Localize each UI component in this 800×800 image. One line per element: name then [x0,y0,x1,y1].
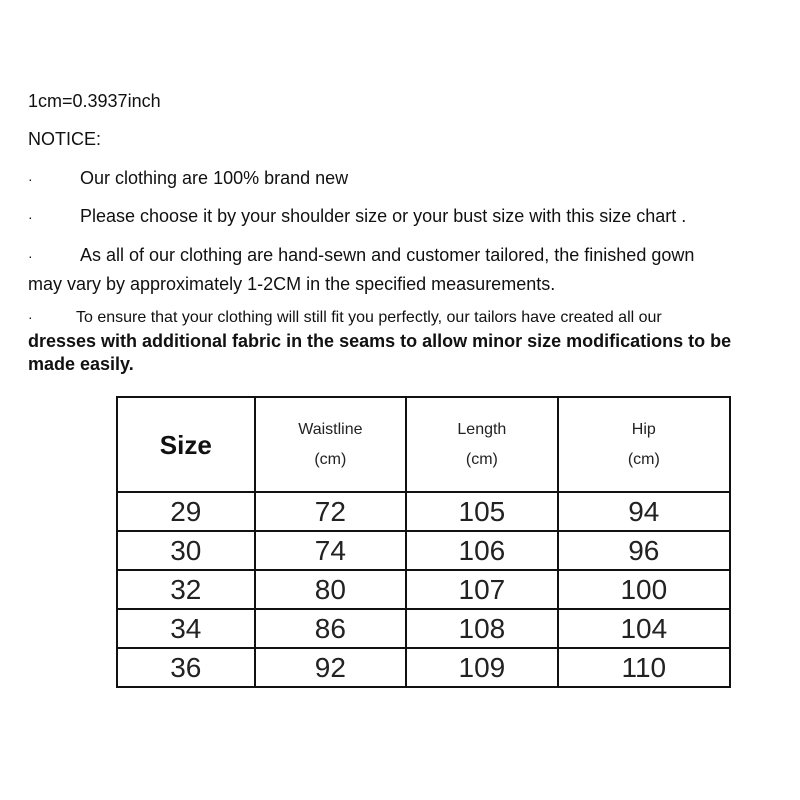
table-header-row [117,397,730,492]
notice-item-4-cont2: made easily. [28,354,134,374]
table-row [117,648,730,687]
cell-length: 109 [406,648,557,687]
cell-size: 30 [117,531,255,570]
bullet: · [28,309,33,325]
cell-length: 108 [406,609,557,648]
cell-waistline: 74 [255,531,407,570]
cell-hip: 94 [558,492,730,531]
cell-size: 36 [117,648,255,687]
cell-waistline: 72 [255,492,407,531]
notice-text: To ensure that your clothing will still fit you perfectly, our tailors have created all our [76,309,662,326]
table-row [117,531,730,570]
cell-size: 29 [117,492,255,531]
size-chart-table [116,396,731,688]
cell-length: 107 [406,570,557,609]
table-row [117,609,730,648]
cell-waistline: 80 [255,570,407,609]
cell-hip: 104 [558,609,730,648]
notice-text: Our clothing are 100% brand new [80,168,349,188]
notice-item-4-cont: dresses with additional fabric in the seams to allow minor size modifications to be [28,331,732,351]
notice-text: Please choose it by your shoulder size or your bust size with this size chart . [80,206,687,226]
table-row [117,570,730,609]
cell-waistline: 92 [255,648,407,687]
cell-length: 106 [406,531,557,570]
bullet: · [28,209,33,225]
notice-item-3-cont: may vary by approximately 1-2CM in the specified measurements. [28,274,556,294]
cell-hip: 100 [558,570,730,609]
bullet: · [28,248,33,264]
cell-hip: 96 [558,531,730,570]
notice-item-2 [28,205,686,228]
table-row [117,492,730,531]
header-length: Length (cm) [406,397,557,492]
notice-title: NOTICE: [28,129,102,149]
cell-length: 105 [406,492,557,531]
notice-item-1 [28,167,348,190]
header-waistline: Waistline (cm) [255,397,407,492]
header-size: Size [117,397,255,492]
unit-conversion: 1cm=0.3937inch [28,91,161,111]
cell-hip: 110 [558,648,730,687]
cell-waistline: 86 [255,609,407,648]
notice-item-3 [28,244,694,267]
notice-text: As all of our clothing are hand-sewn and customer tailored, the finished gown [80,245,695,265]
bullet: · [28,171,33,187]
cell-size: 34 [117,609,255,648]
notice-item-4 [28,306,662,329]
header-hip: Hip (cm) [558,397,730,492]
cell-size: 32 [117,570,255,609]
